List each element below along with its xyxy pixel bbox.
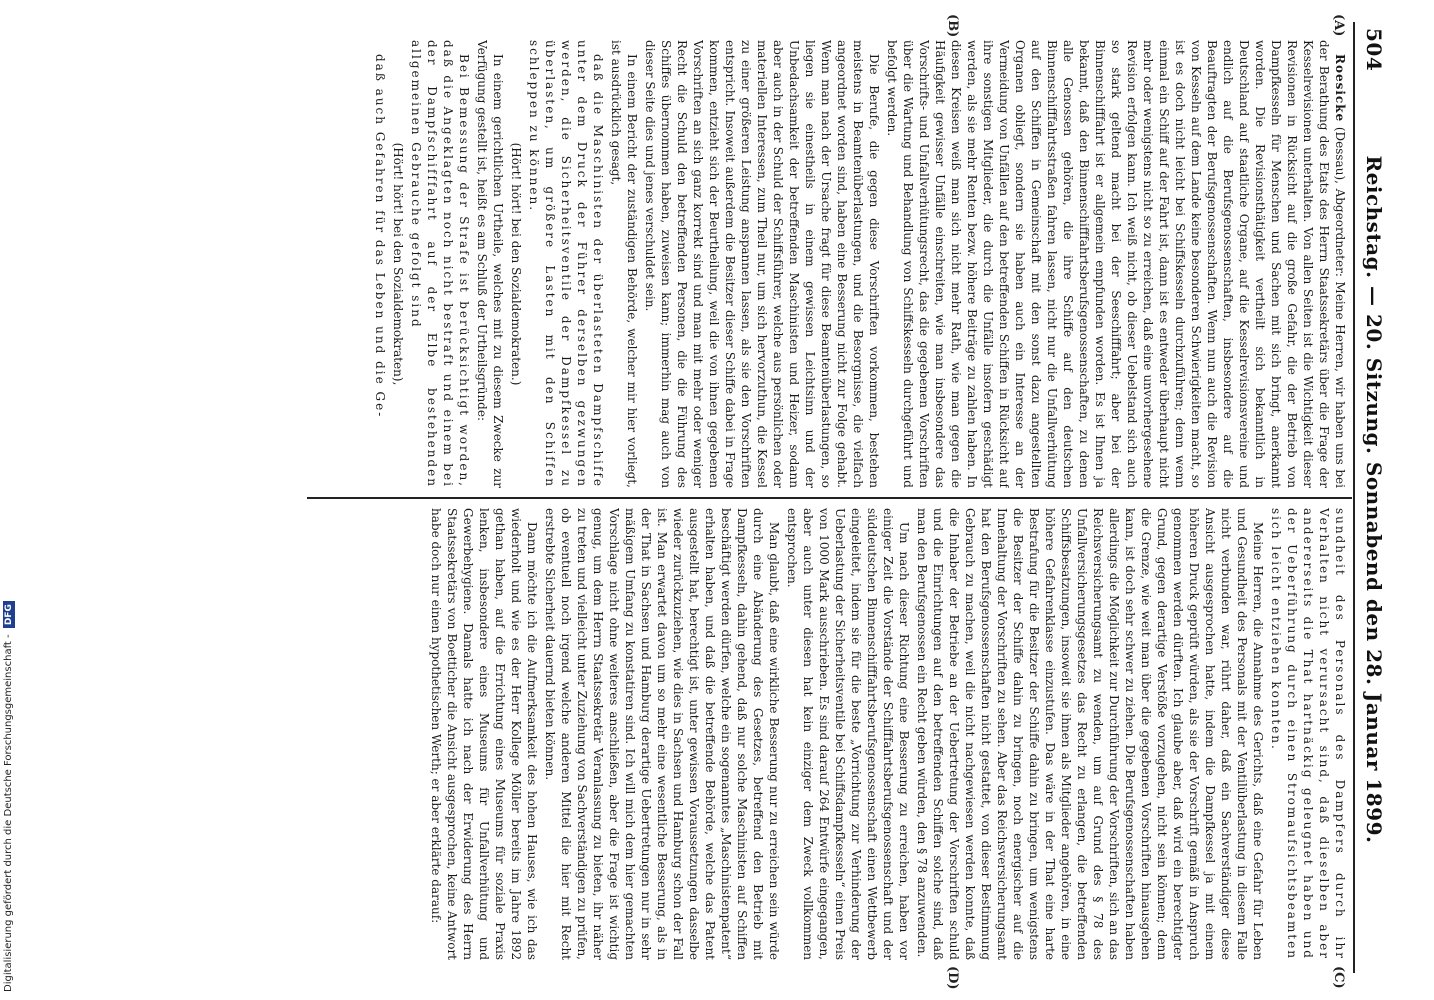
rotated-page (300, 0, 1434, 990)
margin-mark-a: (A) (1331, 14, 1346, 37)
quotation: daß auch Gefahren für das Leben und die Ge- (373, 54, 387, 419)
right-column (308, 508, 1348, 960)
interjection: (Hört! hört! bei den Sozialdemokraten.) (509, 142, 523, 386)
quotation: daß die Maschinisten der überlasteten Dampfschiffe unter dem Druck der Führer derselben gezwungen werden, die Sicherheitsventile der Dampfkessel zu überlasten, um größere Lasten mit den Schiffen schleppen zu können. (527, 40, 605, 488)
quotation: sundheit des Personals des Dampfers durch ihr Verhalten nicht verursacht sind, daß dieselben aber andererseits die That hartnäckig geleugnet haben und der Ueberführung durch einen Stromaufsichtsbeamten sich leicht entziehen konnten. (1269, 508, 1347, 960)
margin-mark-d: (D) (945, 966, 960, 990)
dfg-logo: DFG (3, 601, 15, 628)
paragraph: In einem Bericht der zuständigen Behörde, welcher mir hier vorliegt, ist ausdrücklich gesagt, (609, 40, 639, 488)
header-rule (1353, 22, 1355, 973)
running-head (1356, 28, 1386, 971)
quotation: Bei Bemessung der Strafe ist berücksichtigt worden, daß die Angeklagten noch nicht bestraft und einem bei der Dampfschifffahrt auf der Elbe bestehenden allgemeinen Gebrauche gefolgt sind (409, 40, 471, 488)
column-divider (307, 497, 1352, 499)
page-number: 504 (1362, 28, 1386, 72)
paragraph: Dann möchte ich die Aufmerksamkeit des hohen Hauses, wie ich das wiederholt und wie es der Herr Kollege Möller bereits im Jahre 1892 gethan haben, auf die Errichtung eines Museums für soziale Praxis lenken, insbesondere eines Museums für Unfallverhütung und Gewerbehygiene. Damals hatte ich nach der Erwiderung des Herrn Staatssekretärs von Boetticher die Ansicht ausgesprochen, keine Antwort habe doch nur einen hypothetischen Werth; er aber erklärte darauf: (429, 508, 539, 960)
interjection: (Hört! hört! bei den Sozialdemokraten), (391, 142, 405, 386)
page-title: Reichstag. — 20. Sitzung. Sonnabend den 28. Januar 1899. (1362, 155, 1386, 844)
speaker-name: Roesicke (1333, 54, 1347, 123)
margin-mark-b: (B) (945, 14, 960, 38)
paragraph: In einem gerichtlichen Urtheile, welches mit zu diesem Zwecke zur Verfügung gestellt ist, heißt es am Schluß der Urtheilsgründe: (475, 40, 505, 488)
left-column (308, 40, 1348, 488)
document-page (300, 0, 1434, 990)
paragraph: Die Berufe, die gegen diese Vorschriften vorkommen, bestehen meistens in Beamtenüberlastungen, und die Besorgnisse, die vielfach angeordnet worden sind, haben eine Besserung nicht zur Folge gehabt. Wenn man nach der Ursache fragt für diese Beamtenüberlastungen, so liegen sie einestheils in einem gewissen Leichtsinn und der Unbedachsamkeit der betreffenden Maschinisten und Heizer, sodann aber auch in der Schuld der Schiffsführer, welche aus persönlichen oder materiellen Interessen, zum Theil nur, um sich hervorzuthun, die Kessel zu einer größeren Leistung anspannen lassen, als sie den Vorschriften entspricht. Insoweit außerdem die Besitzer dieser Schiffe dabei in Frage kommen, entzieht sich der Beurtheilung, weil die von ihnen gegebenen Vorschriften an sich ganz korrekt sind und man mit mehr oder weniger Recht die Schuld den betreffenden Personen, die die Führung des Schiffes übernommen haben, zuweisen kann; immerhin mag auch von dieser Seite dies und jenes verschuldet sein. (643, 40, 881, 488)
paragraph: Um nach dieser Richtung eine Besserung zu erreichen, haben vor einiger Zeit die Vorstände der Schifffahrtsberufsgenossenschaft und der süddeutschen Binnenschifffahrtsberufsgenossenschaft einen Wettbewerb eingeleitet, indem sie für die beste „Vorrichtung zur Verhinderung der Ueberlastung der Sicherheitsventile bei Schiffsdampfkesseln“ einen Preis von 1000 Mark ausschrieben. Es sind darauf 264 Entwürfe eingegangen, aber auch unter diesen hat kein einziger dem Zweck vollkommen entsprochen. (785, 508, 911, 960)
paragraph-text: (Dessau), Abgeordneter: Meine Herren, wir haben uns bei der Berathung des Etats des Herrn Staatssekretärs über die Frage der Kesselrevisionen unterhalten. Von allen Seiten ist die Wichtigkeit dieser Revisionen in Rücksicht auf die große Gefahr, die der Betrieb von Dampfkesseln für Menschen und Sachen mit sich bringt, anerkannt worden. Die Revisionsthätigkeit vertheilt sich bekanntlich in Deutschland auf staatliche Organe, auf die Kesselrevisionsvereine und endlich auf die Berufsgenossenschaften, insbesondere auf die Beauftragten der Berufsgenossenschaften. Wenn nun auch die Revision von Kesseln auf dem Lande keine besonderen Schwierigkeiten macht, so ist es doch nicht leicht bei Schiffskesseln durchzuführen; denn wenn einmal ein Schiff auf der Fahrt ist, dann ist es entweder überhaupt nicht mehr oder wenigstens nicht so zu erreichen, daß eine unvorhergesehene Revision erfolgen kann. Ich weiß nicht, ob dieser Uebelstand sich auch so stark geltend macht bei der Seeschifffahrt; aber bei der Binnenschifffahrt ist er allgemein empfunden worden. Es ist Ihnen ja bekannt, daß den Binnenschifffahrtsberufsgenossenschaften, zu denen alle Genossen gehören, die ihre Schiffe auf den deutschen Binnenschifffahrtsstraßen fahren lassen, nicht nur die Unfallverhütung auf den Schiffen in Gemeinschaft mit den sonst dazu angestellten Organen obliegt, sondern sie haben auch ein Interesse an der Vermeidung von Unfällen auf den betreffenden Schiffen in Rücksicht auf ihre sonstigen Mitglieder, die durch die Unfälle insofern geschädigt werden, als sie mehr Renten bezw. höhere Beiträge zu zahlen haben. In diesen Kreisen weiß man sich nicht mehr Rath, wie man gegen die Häufigkeit gewisser Unfälle einschreiten, wie man insbesondere das Vorschrifts- und Unfallverhütungsrecht, das die gegebenen Vorschriften über die Wartung und Behandlung von Schiffskesseln durchgeführt und befolgt werden. (885, 40, 1347, 488)
digitization-credit (0, 0, 20, 1000)
paragraph (884, 40, 1348, 488)
paragraph: Man glaubt, daß eine wirkliche Besserung nur zu erreichen sein würde durch eine Abänderung des Gesetzes, betreffend den Betrieb mit Dampfkesseln, dahin gehend, daß nur solche Maschinisten auf Schiffen beschäftigt werden dürfen, welche ein sogenanntes „Maschinistenpatent“ erhalten haben, und daß die betreffende Behörde, welche das Patent ausgestellt hat, berechtigt ist, unter gewissen Voraussetzungen dasselbe wieder zurückzuziehen, wie dies in Sachsen und Hamburg schon der Fall ist. Man erwartet davon um so mehr eine wesentliche Besserung, als in der That in Sachsen und Hamburg derartige Uebertretungen nur in sehr mäßigem Umfang zu konstatiren sind. Ich will mich dem hier gemachten Vorschlage nicht ohne weiteres anschließen, aber die Frage ist wichtig genug, um dem Herrn Staatssekretär Veranlassung zu bieten, ihr näher zu treten und vielleicht unter Zuziehung von Sachverständigen zu prüfen, ob eventuell noch irgend welche anderen Mittel die hier mit Recht erstrebte Sicherheit dauernd bieten können. (543, 508, 781, 960)
paragraph: Meine Herren, die Annahme des Gerichts, daß eine Gefahr für Leben und Gesundheit des Personals mit der Ventilüberlastung in diesem Falle nicht verbunden war, rührt daher, daß ein Sachverständiger diese Ansicht ausgesprochen hatte, indem die Dampfkessel ja mit einem höheren Druck geprüft würden, als sie der Vorschrift gemäß in Anspruch genommen werden dürften. Ich glaube aber, daß wird ein berechtigter Grund, gegen derartige Verstöße vorzugehen, nicht sein können; denn die Grenze, wie weit man über die gegebenen Vorschriften hinausgehen kann, ist doch sehr schwer zu ziehen. Die Berufsgenossenschaften haben allerdings die Möglichkeit zur Durchführung der Vorschriften, sich an das Reichsversicherungsamt zu wenden, um auf Grund des § 78 des Unfallversicherungsgesetzes das Recht zu erlangen, die betreffenden Schiffsbesatzungen, insoweit sie ihnen als Mitglieder angehören, in eine höhere Gefahrenklasse einzustufen. Das wäre in der That eine harte Bestrafung für die Besitzer der Schiffe dahin zu bringen, um wenigstens die Besitzer der Schiffe dahin zu bringen, noch energischer auf die Innehaltung der Vorschriften zu sehen. Aber das Reichsversicherungsamt hat den Berufsgenossenschaften nicht gestattet, von dieser Bestimmung Gebrauch zu machen, weil die nicht nachgewiesen werden konnte, daß die Inhaber der Betriebe an der Uebertretung der Vorschriften schuld und die Einrichtungen auf den betreffenden Schiffen solche sind, daß man den Berufsgenossen ein Recht geben würden, den § 78 anzuwenden. (915, 508, 1265, 960)
margin-mark-c: (C) (1331, 966, 1346, 989)
digitization-credit-text: Digitalisierung gefördert durch die Deutsche Forschungsgemeinschaft - (3, 634, 14, 992)
